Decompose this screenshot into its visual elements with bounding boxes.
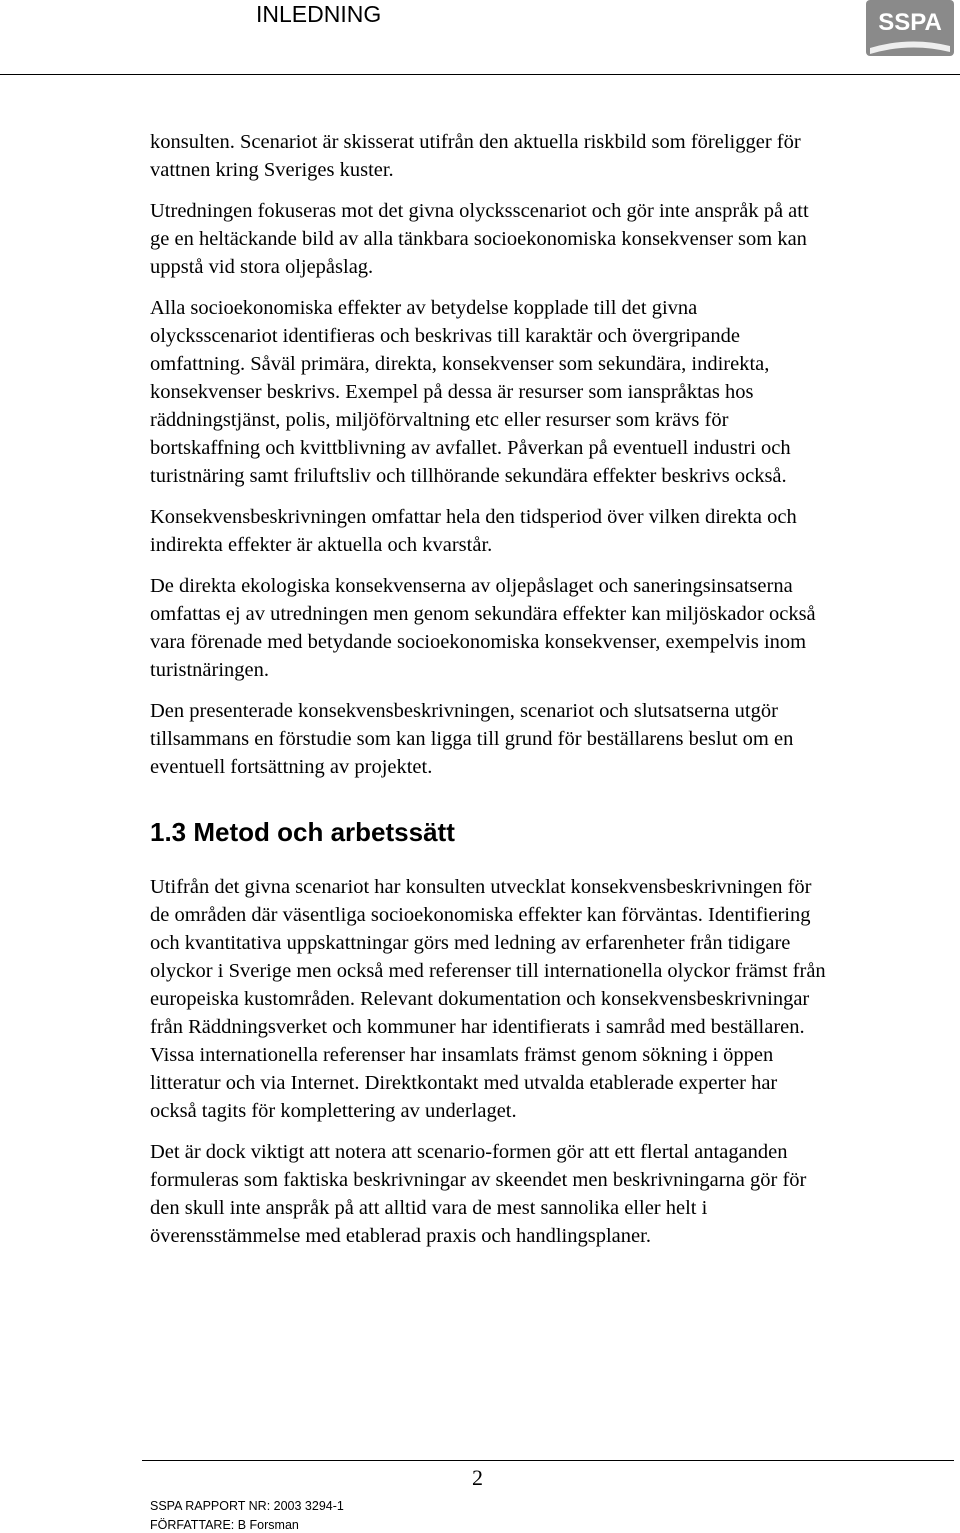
text-line: europeiska kustområden. Relevant dokumentation och konsekvensbeskrivningar <box>150 988 810 1010</box>
text-line: de områden där väsentliga socioekonomiska effekter kan förväntas. Identifiering <box>150 904 811 926</box>
paragraph <box>150 294 955 490</box>
text-line: Den presenterade konsekvensbeskrivningen, scenariot och slutsatserna utgör <box>150 700 778 722</box>
paragraph <box>150 128 955 184</box>
text-line: litteratur och via Internet. Direktkontakt med utvalda etablerade experter har <box>150 1072 778 1094</box>
text-line: Konsekvensbeskrivningen omfattar hela den tidsperiod över vilken direkta och <box>150 506 797 528</box>
text-line: vattnen kring Sveriges kuster. <box>150 159 394 181</box>
text-line: från Räddningsverket och kommuner har identifierats i samråd med beställaren. <box>150 1016 805 1038</box>
text-line: olyckor i Sverige men också med referenser till internationella olyckor främst från <box>150 960 826 982</box>
section-heading: 1.3 Metod och arbetssätt <box>150 817 455 847</box>
header-rule <box>0 74 960 75</box>
body-text-bottom <box>150 873 955 1250</box>
text-line: den skull inte anspråk på att alltid vara de mest sannolika eller helt i <box>150 1197 708 1219</box>
text-line: ge en heltäckande bild av alla tänkbara socioekonomiska konsekvenser som kan <box>150 228 807 250</box>
text-line: bortskaffning och kvittblivning av avfallet. Påverkan på eventuell industri och <box>150 437 791 459</box>
text-line: turistnäring samt friluftsliv och tillhörande sekundära effekter beskrivs också. <box>150 465 787 487</box>
text-line: Vissa internationella referenser har insamlats främst genom sökning i öppen <box>150 1044 774 1066</box>
footer-rule <box>142 1460 954 1461</box>
paragraph <box>150 1138 955 1250</box>
text-line: tillsammans en förstudie som kan ligga till grund för beställarens beslut om en <box>150 728 794 750</box>
text-line: vara förenade med betydande socioekonomiska konsekvenser, exempelvis inom <box>150 631 807 653</box>
text-line: och kvantitativa uppskattningar görs med ledning av erfarenheter från tidigare <box>150 932 791 954</box>
text-line: eventuell fortsättning av projektet. <box>150 756 433 778</box>
logo-text: SSPA <box>878 9 942 36</box>
paragraph <box>150 503 955 559</box>
text-line: uppstå vid stora oljepåslag. <box>150 256 374 278</box>
text-line: överensstämmelse med etablerad praxis och handlingsplaner. <box>150 1225 651 1247</box>
text-line: Alla socioekonomiska effekter av betydelse kopplade till det givna <box>150 297 698 319</box>
paragraph <box>150 873 955 1125</box>
text-line: konsulten. Scenariot är skisserat utifrån den aktuella riskbild som föreligger för <box>150 131 801 153</box>
paragraph <box>150 197 955 281</box>
page-number: 2 <box>472 1465 483 1490</box>
text-line: olycksscenariot identifieras och beskrivas till karaktär och övergripande <box>150 325 740 347</box>
text-line: formuleras som faktiska beskrivningar av skeendet men beskrivningarna gör för <box>150 1169 807 1191</box>
text-line: De direkta ekologiska konsekvenserna av oljepåslaget och saneringsinsatserna <box>150 575 793 597</box>
paragraph <box>150 697 955 781</box>
text-line: indirekta effekter är aktuella och kvarstår. <box>150 534 493 556</box>
report-number: SSPA RAPPORT NR: 2003 3294-1 <box>150 1499 344 1513</box>
text-line: omfattas ej av utredningen men genom sekundära effekter kan miljöskador också <box>150 603 816 625</box>
text-line: Utifrån det givna scenariot har konsulten utvecklat konsekvensbeskrivningen för <box>150 876 812 898</box>
text-line: också tagits för komplettering av underlaget. <box>150 1100 517 1122</box>
text-line: turistnäringen. <box>150 659 269 681</box>
section-title: INLEDNING <box>256 1 382 27</box>
text-line: Utredningen fokuseras mot det givna olycksscenariot och gör inte anspråk på att <box>150 200 809 222</box>
text-line: omfattning. Såväl primära, direkta, konsekvenser som sekundära, indirekta, <box>150 353 770 375</box>
text-line: räddningstjänst, polis, miljöförvaltning etc eller resurser som krävs för <box>150 409 729 431</box>
author-line: FÖRFATTARE: B Forsman <box>150 1518 299 1532</box>
sspa-logo <box>866 0 954 56</box>
body-text-top <box>150 128 955 781</box>
text-line: konsekvenser beskrivs. Exempel på dessa är resurser som ianspråktas hos <box>150 381 754 403</box>
text-line: Det är dock viktigt att notera att scenario-formen gör att ett flertal antaganden <box>150 1141 788 1163</box>
paragraph <box>150 572 955 684</box>
